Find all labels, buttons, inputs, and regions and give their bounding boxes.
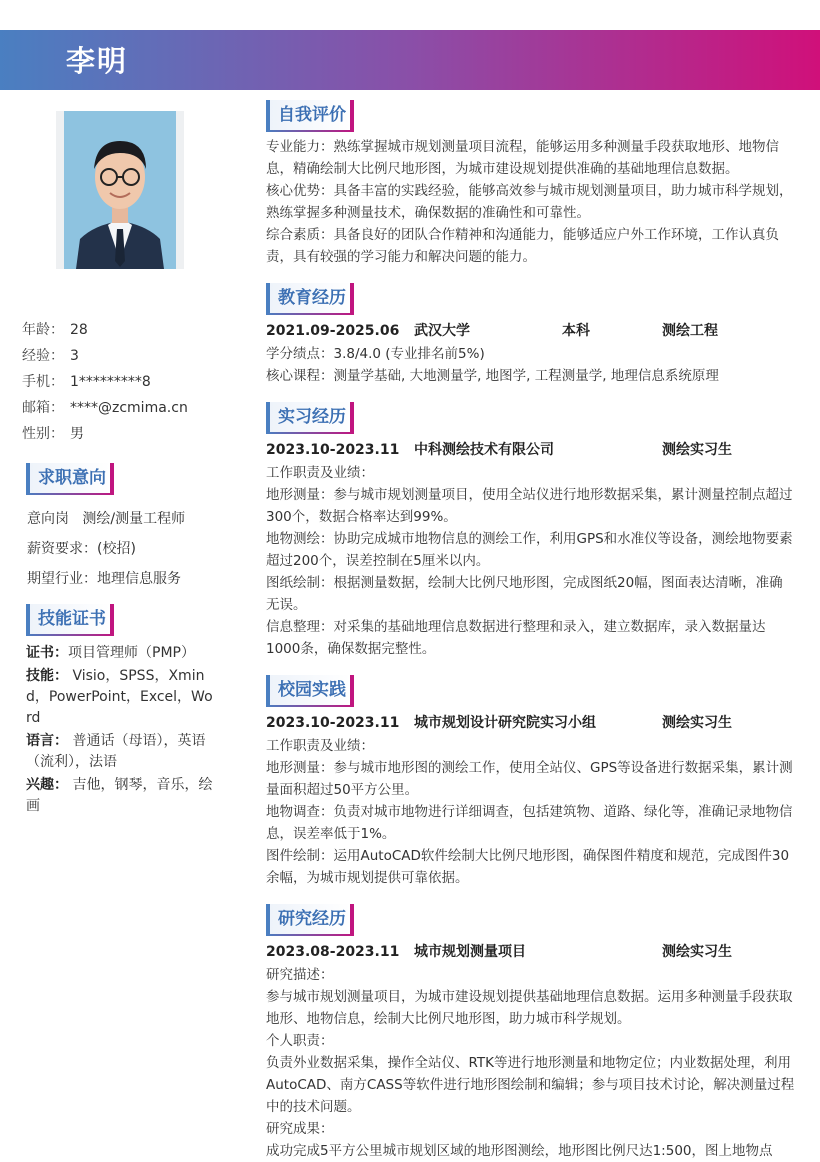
education-major: 测绘工程: [662, 323, 718, 339]
job-intent: [27, 504, 185, 594]
research-line: 成功完成5平方公里城市规划区域的地形图测绘，地形图比例尺达1:500，图上地物点: [266, 1143, 773, 1159]
section-title-skills: 技能证书: [26, 604, 114, 634]
campus-date: 2023.10-2023.11: [266, 715, 400, 731]
research-line: 参与城市规划测量项目，为城市建设规划提供基础地理信息数据。运用多种测量手段获取地形、地物信息，绘制大比例尺地形图，助力城市科学规划。: [266, 989, 793, 1027]
section-internship: [266, 402, 796, 660]
self-eval-paragraph: 专业能力：熟练掌握城市规划测量项目流程，能够运用多种测量手段获取地形、地物信息，精确绘制大比例尺地形图，为城市建设规划提供准确的基础地理信息数据。: [266, 139, 779, 177]
campus-header: [266, 711, 796, 735]
campus-line: 图件绘制：运用AutoCAD软件绘制大比例尺地形图，确保图件精度和规范，完成图件30余幅，为城市规划提供可靠依据。: [266, 848, 790, 886]
internship-line: 图纸绘制：根据测量数据，绘制大比例尺地形图，完成图纸20幅，图面表达清晰，准确无误。: [266, 575, 783, 613]
research-date: 2023.08-2023.11: [266, 944, 400, 960]
campus-line: 工作职责及业绩：: [266, 738, 374, 754]
basic-info: [22, 317, 188, 447]
skills-list: [26, 643, 216, 819]
campus-role: 测绘实习生: [662, 715, 732, 731]
education-degree: 本科: [562, 323, 590, 339]
research-line: 研究描述：: [266, 967, 334, 983]
research-line: 负责外业数据采集，操作全站仪、RTK等进行地形测量和地物定位；内业数据处理，利用AutoCAD、南方CASS等软件进行地形图绘制和编辑；参与项目技术讨论，解决测量过程中的技术问题。: [266, 1055, 795, 1115]
info-email: 邮箱： ****@zcmima.cn: [22, 400, 188, 416]
skill-interests: 兴趣： 吉他，钢琴，音乐，绘画: [26, 777, 213, 814]
education-school: 武汉大学: [414, 323, 470, 339]
section-campus-practice: [266, 675, 796, 889]
section-title-internship: 实习经历: [266, 402, 354, 432]
internship-header: [266, 438, 796, 462]
education-line: 核心课程：测量学基础, 大地测量学, 地图学, 工程测量学, 地理信息系统原理: [266, 368, 719, 384]
info-age: 年龄： 28: [22, 322, 88, 338]
research-line: 个人职责：: [266, 1033, 334, 1049]
skill-tools: 技能： Visio，SPSS，Xmind，PowerPoint，Excel，Word: [26, 668, 213, 726]
research-org: 城市规划测量项目: [414, 944, 526, 960]
info-gender: 性别： 男: [22, 426, 84, 442]
campus-line: 地形测量：参与城市地形图的测绘工作，使用全站仪、GPS等设备进行数据采集，累计测量面积超过50平方公里。: [266, 760, 793, 798]
header-banner: [0, 30, 820, 90]
portrait-image: [64, 111, 176, 269]
research-role: 测绘实习生: [662, 944, 732, 960]
section-title-self-evaluation: 自我评价: [266, 100, 354, 130]
education-header: [266, 319, 796, 343]
skill-cert: 证书：项目管理师（PMP）: [26, 645, 195, 661]
section-title-education: 教育经历: [266, 283, 354, 313]
info-phone: 手机： 1*********8: [22, 374, 151, 390]
section-self-evaluation: [266, 100, 796, 268]
info-experience: 经验： 3: [22, 348, 79, 364]
skill-languages: 语言： 普通话（母语），英语（流利），法语: [26, 733, 206, 770]
education-line: 学分绩点：3.8/4.0 (专业排名前5%): [266, 346, 485, 362]
internship-line: 工作职责及业绩：: [266, 465, 374, 481]
section-education: [266, 283, 796, 387]
internship-line: 地物测绘：协助完成城市地物信息的测绘工作，利用GPS和水准仪等设备，测绘地物要素超过200个，误差控制在5厘米以内。: [266, 531, 793, 569]
section-research: [266, 904, 796, 1162]
internship-line: 信息整理：对采集的基础地理信息数据进行整理和录入，建立数据库，录入数据量达1000条，确保数据完整性。: [266, 619, 766, 657]
campus-line: 地物调查：负责对城市地物进行详细调查，包括建筑物、道路、绿化等，准确记录地物信息，误差率低于1%。: [266, 804, 793, 842]
intent-position: 意向岗 测绘/测量工程师: [27, 511, 186, 527]
intent-industry: 期望行业：地理信息服务: [27, 571, 181, 587]
internship-date: 2023.10-2023.11: [266, 442, 400, 458]
internship-org: 中科测绘技术有限公司: [414, 442, 554, 458]
internship-line: 地形测量：参与城市规划测量项目，使用全站仪进行地形数据采集，累计测量控制点超过300个，数据合格率达到99%。: [266, 487, 793, 525]
profile-photo: [56, 111, 184, 269]
internship-role: 测绘实习生: [662, 442, 732, 458]
candidate-name: 李明: [66, 44, 129, 78]
self-eval-paragraph: 核心优势：具备丰富的实践经验，能够高效参与城市规划测量项目，助力城市科学规划，熟练掌握多种测量技术，确保数据的准确性和可靠性。: [266, 183, 793, 221]
section-title-research: 研究经历: [266, 904, 354, 934]
campus-org: 城市规划设计研究院实习小组: [414, 715, 596, 731]
research-header: [266, 940, 796, 964]
self-eval-paragraph: 综合素质：具备良好的团队合作精神和沟通能力，能够适应户外工作环境，工作认真负责，具有较强的学习能力和解决问题的能力。: [266, 227, 779, 265]
research-line: 研究成果：: [266, 1121, 334, 1137]
education-date: 2021.09-2025.06: [266, 323, 400, 339]
intent-salary: 薪资要求：(校招): [27, 541, 136, 557]
section-title-job-intent: 求职意向: [26, 463, 114, 493]
section-title-campus-practice: 校园实践: [266, 675, 354, 705]
